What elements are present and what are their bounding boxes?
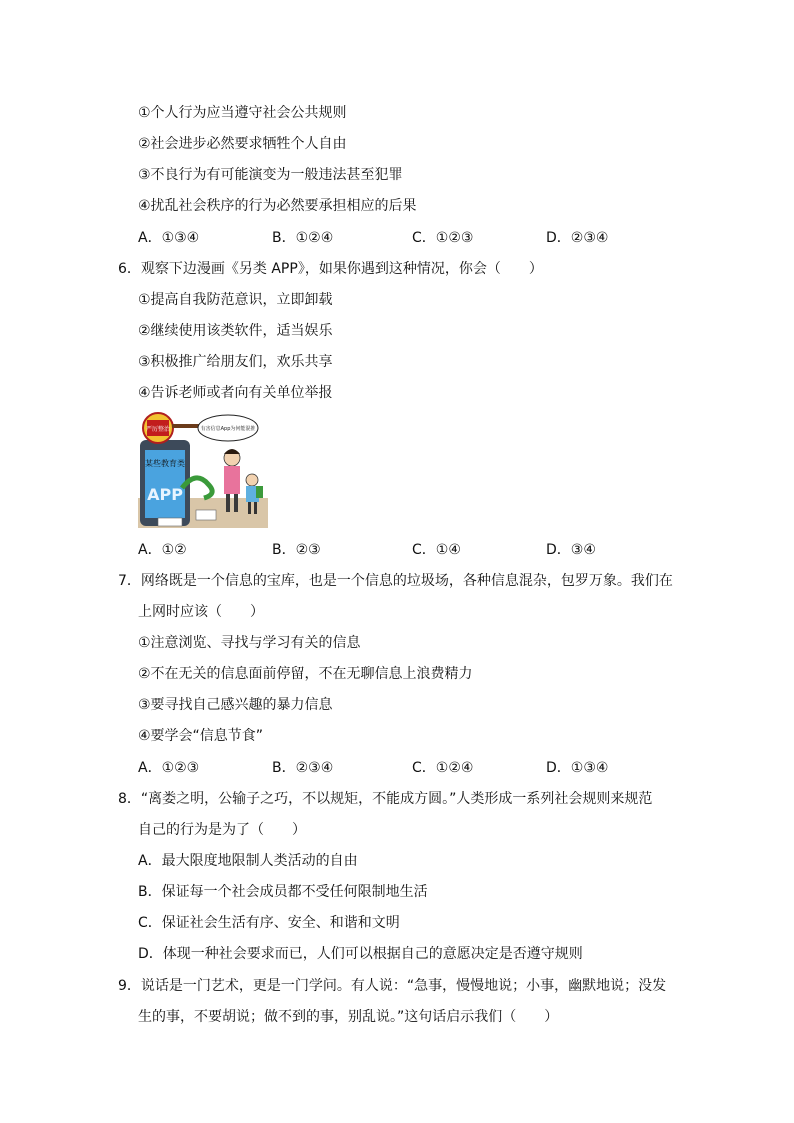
q8-option-a[interactable]: A．最大限度地限制人类活动的自由	[138, 853, 358, 869]
q5-option-d[interactable]: D．②③④	[546, 230, 609, 246]
q6-item-4: ④告诉老师或者向有关单位举报	[138, 385, 333, 401]
q6-stem: 6．观察下边漫画《另类 APP》，如果你遇到这种情况，你会（ ）	[118, 261, 543, 277]
q7-item-1: ①注意浏览、寻找与学习有关的信息	[138, 635, 361, 651]
q8-stem-line-2: 自己的行为是为了（ ）	[138, 822, 306, 838]
q7-stem-line-1: 7．网络既是一个信息的宝库，也是一个信息的垃圾场，各种信息混杂，包罗万象。我们在	[118, 573, 673, 589]
q7-stem-line-2: 上网时应该（ ）	[138, 604, 264, 620]
q8-option-d[interactable]: D．体现一种社会要求而已，人们可以根据自己的意愿决定是否遵守规则	[138, 946, 583, 962]
comic-app-text: APP	[147, 485, 183, 504]
q6-item-1: ①提高自我防范意识，立即卸载	[138, 292, 333, 308]
q9-stem-line-1: 9．说话是一门艺术，更是一门学问。有人说：“急事，慢慢地说；小事，幽默地说；没发	[118, 978, 667, 994]
q6-option-d[interactable]: D．③④	[546, 542, 596, 558]
comic-image	[138, 410, 268, 528]
comic-bubble-text: 有害信息App为何能混推	[200, 426, 256, 432]
q9-stem-line-2: 生的事，不要胡说；做不到的事，别乱说。”这句话启示我们（ ）	[138, 1009, 559, 1025]
q7-item-2: ②不在无关的信息面前停留，不在无聊信息上浪费精力	[138, 666, 473, 682]
q6-option-c[interactable]: C．①④	[412, 542, 461, 558]
q7-option-a[interactable]: A．①②③	[138, 760, 200, 776]
q5-item-3: ③不良行为有可能演变为一般违法甚至犯罪	[138, 167, 403, 183]
q6-option-a[interactable]: A．①②	[138, 542, 187, 558]
q7-option-b[interactable]: B．②③④	[272, 760, 334, 776]
q8-option-b[interactable]: B．保证每一个社会成员都不受任何限制地生活	[138, 884, 428, 900]
q6-item-3: ③积极推广给朋友们，欢乐共享	[138, 354, 333, 370]
q6-option-b[interactable]: B．②③	[272, 542, 321, 558]
q5-option-c[interactable]: C．①②③	[412, 230, 474, 246]
q7-option-d[interactable]: D．①③④	[546, 760, 609, 776]
q6-item-2: ②继续使用该类软件，适当娱乐	[138, 323, 333, 339]
q5-item-4: ④扰乱社会秩序的行为必然要承担相应的后果	[138, 198, 417, 214]
q5-item-1: ①个人行为应当遵守社会公共规则	[138, 105, 347, 121]
q8-stem-line-1: 8．“离娄之明，公输子之巧，不以规矩，不能成方圆。”人类形成一系列社会规则来规范	[118, 791, 653, 807]
q5-option-a[interactable]: A．①③④	[138, 230, 200, 246]
q5-option-b[interactable]: B．①②④	[272, 230, 334, 246]
comic-badge-text: 严厉整治	[145, 426, 171, 433]
q5-item-2: ②社会进步必然要求牺牲个人自由	[138, 136, 347, 152]
comic-phone-text: 某些教育类	[145, 459, 185, 468]
q7-option-c[interactable]: C．①②④	[412, 760, 474, 776]
q8-option-c[interactable]: C．保证社会生活有序、安全、和谐和文明	[138, 915, 400, 931]
q7-item-3: ③要寻找自己感兴趣的暴力信息	[138, 697, 333, 713]
q7-item-4: ④要学会“信息节食”	[138, 728, 264, 744]
